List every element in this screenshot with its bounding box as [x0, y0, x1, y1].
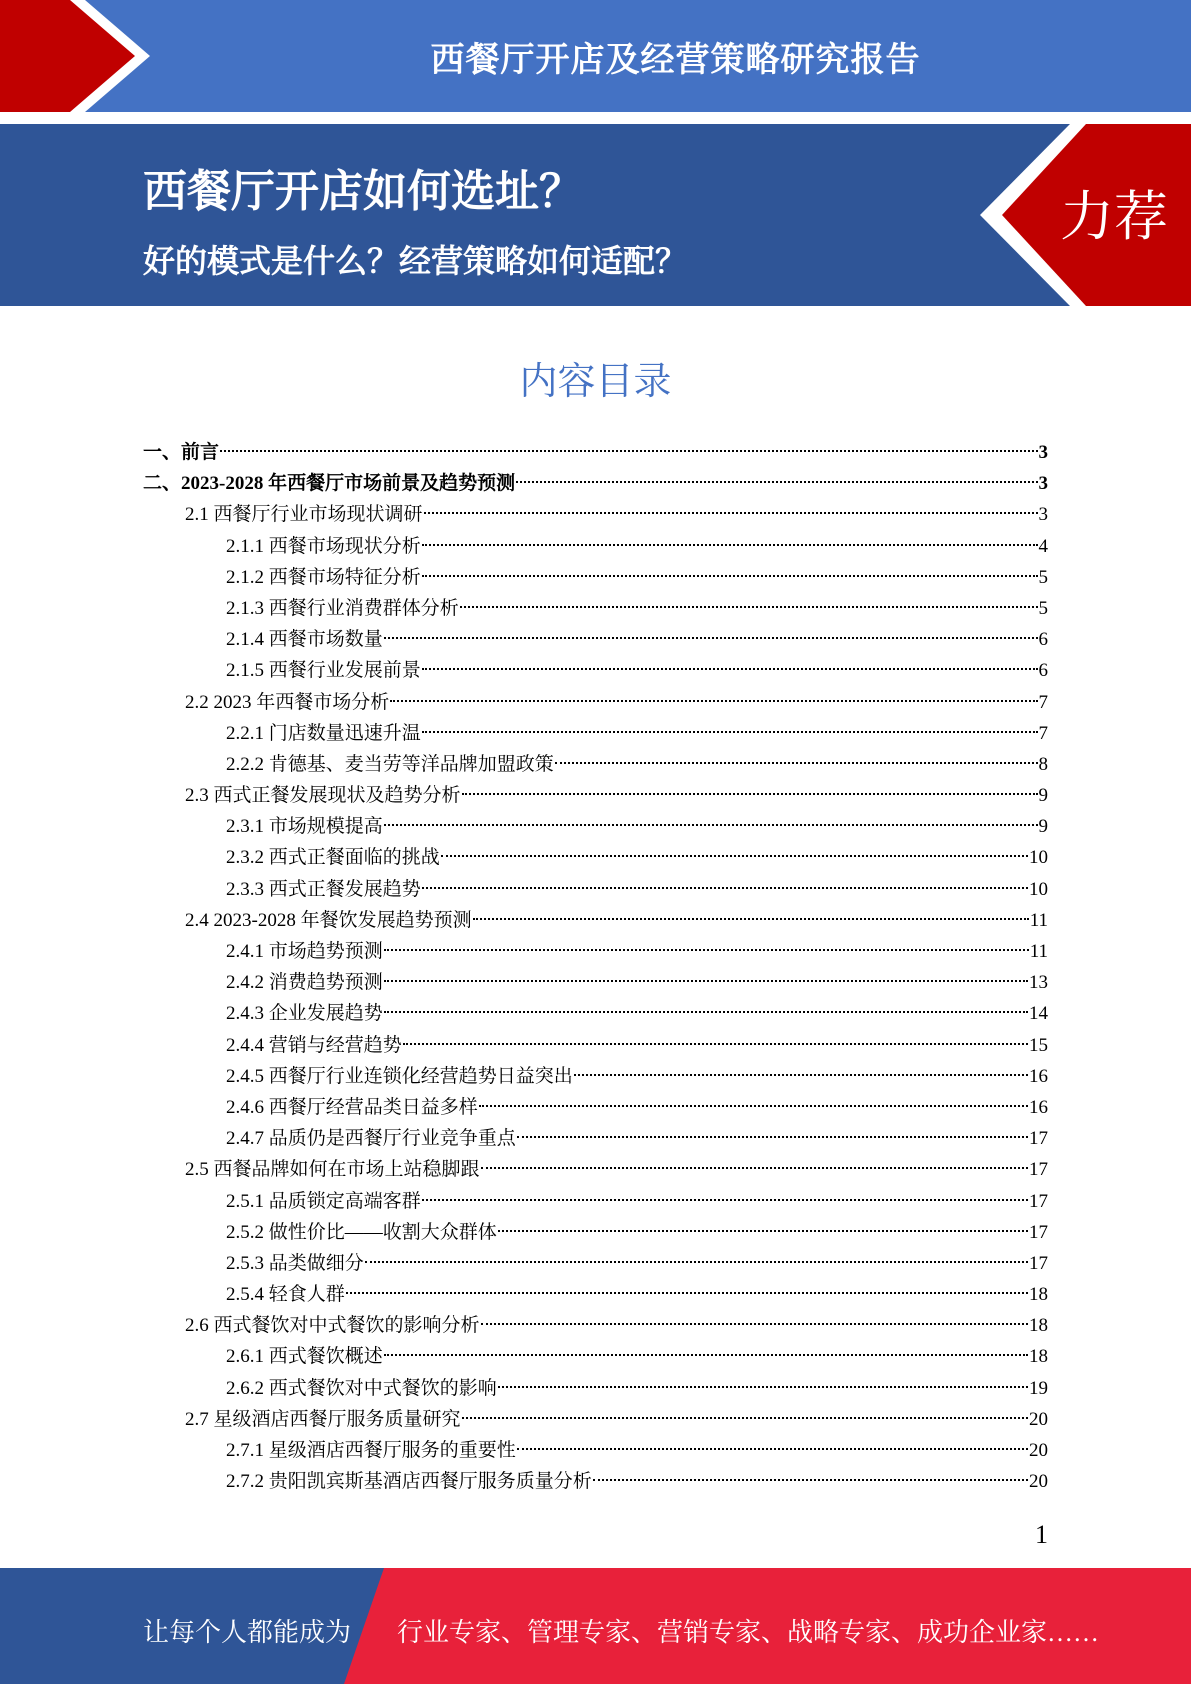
toc-leader-dots [422, 887, 1028, 889]
toc-entry-title: 2.1.3 西餐行业消费群体分析 [226, 597, 459, 619]
toc-entry-page: 8 [1038, 753, 1048, 775]
toc-entry[interactable] [143, 1373, 1048, 1404]
toc-entry[interactable] [143, 905, 1048, 936]
red-arrow-decoration [0, 0, 160, 112]
toc-entry-page: 7 [1038, 691, 1048, 713]
toc-entry-title: 2.3.3 西式正餐发展趋势 [226, 878, 421, 900]
toc-entry-page: 18 [1029, 1315, 1048, 1337]
toc-entry-page: 20 [1029, 1471, 1048, 1493]
toc-entry[interactable] [143, 749, 1048, 780]
toc-entry[interactable] [143, 1248, 1048, 1279]
toc-entry[interactable] [143, 437, 1048, 468]
toc-entry[interactable] [143, 811, 1048, 842]
toc-leader-dots [346, 1292, 1028, 1294]
toc-leader-dots [593, 1479, 1028, 1481]
toc-entry-title: 2.5 西餐品牌如何在市场上站稳脚跟 [185, 1159, 480, 1181]
toc-entry-title: 2.4.4 营销与经营趋势 [226, 1034, 402, 1056]
toc-entry[interactable] [143, 468, 1048, 499]
toc-entry-page: 20 [1029, 1408, 1048, 1430]
toc-entry-page: 18 [1029, 1284, 1048, 1306]
toc-entry-page: 4 [1038, 535, 1048, 557]
toc-leader-dots [460, 606, 1038, 608]
toc-entry-page: 3 [1038, 504, 1048, 526]
toc-entry[interactable] [143, 499, 1048, 530]
toc-entry[interactable] [143, 1030, 1048, 1061]
toc-entry[interactable] [143, 1061, 1048, 1092]
toc-leader-dots [462, 1417, 1028, 1419]
toc-entry-title: 2.2.2 肯德基、麦当劳等洋品牌加盟政策 [226, 753, 554, 775]
toc-entry[interactable] [143, 1466, 1048, 1497]
toc-entry-title: 2.4.2 消费趋势预测 [226, 972, 383, 994]
toc-entry[interactable] [143, 1279, 1048, 1310]
toc-entry-title: 2.3.2 西式正餐面临的挑战 [226, 847, 440, 869]
toc-entry-page: 14 [1029, 1003, 1048, 1025]
toc-entry-title: 2.3.1 市场规模提高 [226, 816, 383, 838]
toc-entry-page: 13 [1029, 972, 1048, 994]
toc-entry-page: 6 [1038, 629, 1048, 651]
toc-leader-dots [498, 1230, 1028, 1232]
toc-leader-dots [422, 1199, 1028, 1201]
toc-leader-dots [422, 544, 1038, 546]
toc-entry-title: 2.2 2023 年西餐市场分析 [185, 691, 390, 713]
toc-entry-title: 2.5.4 轻食人群 [226, 1284, 345, 1306]
toc-entry-page: 3 [1038, 442, 1048, 463]
toc-leader-dots [481, 1323, 1028, 1325]
footer-slogan-left: 让每个人都能成为 [143, 1618, 352, 1647]
toc-entry[interactable] [143, 842, 1048, 873]
toc-entry[interactable] [143, 531, 1048, 562]
toc-entry-title: 2.1.1 西餐市场现状分析 [226, 535, 421, 557]
toc-entry[interactable] [143, 1341, 1048, 1372]
report-title: 西餐厅开店及经营策略研究报告 [430, 39, 921, 80]
toc-entry-page: 17 [1029, 1159, 1048, 1181]
page-number: 1 [1035, 1520, 1048, 1549]
toc-leader-dots [384, 949, 1029, 951]
toc-entry[interactable] [143, 655, 1048, 686]
toc-entry[interactable] [143, 718, 1048, 749]
toc-leader-dots [384, 1354, 1028, 1356]
toc-entry-title: 2.7 星级酒店西餐厅服务质量研究 [185, 1408, 461, 1430]
toc-entry[interactable] [143, 593, 1048, 624]
toc-entry-title: 2.1.5 西餐行业发展前景 [226, 660, 421, 682]
toc-entry-page: 9 [1038, 785, 1048, 807]
toc-leader-dots [403, 1043, 1028, 1045]
toc-entry-page: 15 [1029, 1034, 1048, 1056]
toc-entry-page: 17 [1029, 1128, 1048, 1150]
toc-entry[interactable] [143, 1154, 1048, 1185]
toc-entry-title: 2.6.1 西式餐饮概述 [226, 1346, 383, 1368]
toc-leader-dots [384, 637, 1038, 639]
toc-entry-title: 2.7.1 星级酒店西餐厅服务的重要性 [226, 1440, 516, 1461]
toc-entry[interactable] [143, 1092, 1048, 1123]
toc-entry-page: 10 [1029, 878, 1048, 900]
toc-entry[interactable] [143, 998, 1048, 1029]
toc-leader-dots [384, 980, 1028, 982]
toc-entry[interactable] [143, 1310, 1048, 1341]
toc-entry[interactable] [143, 1404, 1048, 1435]
toc-heading: 内容目录 [519, 359, 672, 403]
toc-entry-title: 2.3 西式正餐发展现状及趋势分析 [185, 785, 461, 807]
toc-entry-page: 3 [1038, 473, 1048, 495]
footer-slogan-right: 行业专家、管理专家、营销专家、战略专家、成功企业家…… [397, 1618, 1100, 1647]
toc-leader-dots [390, 700, 1037, 702]
toc-entry-title: 2.7.2 贵阳凯宾斯基酒店西餐厅服务质量分析 [226, 1471, 592, 1493]
toc-entry[interactable] [143, 687, 1048, 718]
toc-entry-page: 19 [1029, 1377, 1048, 1399]
toc-leader-dots [517, 1448, 1028, 1450]
toc-leader-dots [422, 575, 1038, 577]
toc-entry-page: 18 [1029, 1346, 1048, 1368]
toc-entry-page: 11 [1029, 941, 1048, 962]
toc-leader-dots [516, 481, 1037, 483]
toc-entry[interactable] [143, 1435, 1048, 1466]
toc-entry-title: 2.4.6 西餐厅经营品类日益多样 [226, 1096, 478, 1118]
toc-leader-dots [574, 1074, 1028, 1076]
toc-entry[interactable] [143, 562, 1048, 593]
toc-entry-title: 2.6 西式餐饮对中式餐饮的影响分析 [185, 1315, 480, 1337]
toc-entry-title: 2.4.3 企业发展趋势 [226, 1003, 383, 1025]
toc-entry[interactable] [143, 936, 1048, 967]
toc-entry[interactable] [143, 1123, 1048, 1154]
toc-entry[interactable] [143, 1186, 1048, 1217]
toc-leader-dots [479, 1105, 1028, 1107]
toc-leader-dots [365, 1261, 1028, 1263]
toc-leader-dots [555, 762, 1038, 764]
hero-title: 西餐厅开店如何选址？ [143, 166, 583, 217]
table-of-contents [143, 437, 1048, 1497]
toc-entry-title: 2.1.4 西餐市场数量 [226, 629, 383, 651]
toc-entry-page: 7 [1038, 722, 1048, 744]
toc-leader-dots [498, 1386, 1028, 1388]
toc-entry-title: 2.4 2023-2028 年餐饮发展趋势预测 [185, 909, 472, 931]
toc-leader-dots [473, 918, 1029, 920]
toc-entry-page: 20 [1029, 1440, 1048, 1461]
toc-leader-dots [462, 793, 1038, 795]
toc-entry-page: 5 [1038, 566, 1048, 588]
toc-entry-page: 16 [1029, 1065, 1048, 1087]
toc-leader-dots [422, 668, 1038, 670]
toc-leader-dots [384, 1011, 1028, 1013]
toc-leader-dots [441, 855, 1028, 857]
toc-entry-title: 2.1.2 西餐市场特征分析 [226, 566, 421, 588]
toc-entry-title: 2.1 西餐厅行业市场现状调研 [185, 504, 423, 526]
toc-entry-title: 2.4.5 西餐厅行业连锁化经营趋势日益突出 [226, 1065, 573, 1087]
toc-entry-page: 9 [1038, 816, 1048, 838]
toc-leader-dots [424, 512, 1038, 514]
divider-stripe [0, 112, 1191, 124]
toc-entry[interactable] [143, 624, 1048, 655]
toc-entry-page: 5 [1038, 597, 1048, 619]
toc-entry-title: 2.4.7 品质仍是西餐厅行业竞争重点 [226, 1128, 516, 1150]
toc-entry[interactable] [143, 1217, 1048, 1248]
toc-entry-title: 2.4.1 市场趋势预测 [226, 941, 383, 962]
toc-leader-dots [384, 824, 1038, 826]
toc-entry-title: 2.2.1 门店数量迅速升温 [226, 722, 421, 744]
toc-entry-title: 一、前言 [143, 442, 220, 463]
hero-subtitle: 好的模式是什么？经营策略如何适配？ [143, 242, 688, 280]
toc-entry-page: 17 [1029, 1252, 1048, 1274]
toc-entry-page: 17 [1029, 1190, 1048, 1212]
recommend-badge-text: 力荐 [1060, 185, 1168, 248]
toc-entry-page: 16 [1029, 1096, 1048, 1118]
toc-leader-dots [220, 450, 1037, 452]
toc-entry-title: 2.5.3 品类做细分 [226, 1252, 364, 1274]
toc-leader-dots [517, 1136, 1028, 1138]
toc-entry-page: 10 [1029, 847, 1048, 869]
toc-entry-page: 17 [1029, 1221, 1048, 1243]
toc-entry-title: 2.6.2 西式餐饮对中式餐饮的影响 [226, 1377, 497, 1399]
toc-leader-dots [422, 731, 1038, 733]
toc-entry-title: 二、2023-2028 年西餐厅市场前景及趋势预测 [143, 473, 516, 495]
toc-entry[interactable] [143, 967, 1048, 998]
toc-entry-title: 2.5.2 做性价比——收割大众群体 [226, 1221, 497, 1243]
toc-entry[interactable] [143, 874, 1048, 905]
toc-entry-title: 2.5.1 品质锁定高端客群 [226, 1190, 421, 1212]
toc-leader-dots [481, 1167, 1028, 1169]
toc-entry-page: 6 [1038, 660, 1048, 682]
toc-entry[interactable] [143, 780, 1048, 811]
toc-entry-page: 11 [1029, 909, 1048, 931]
